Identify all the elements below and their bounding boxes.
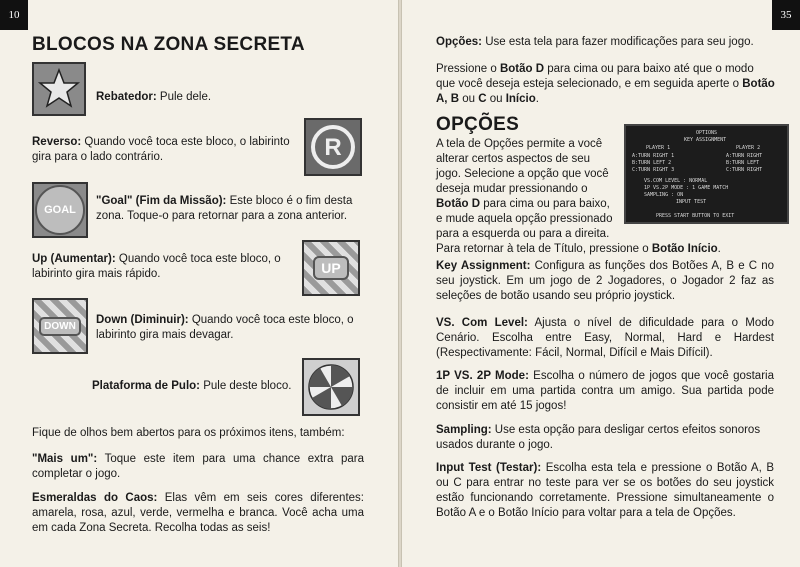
page-number: 35 [772,0,800,30]
intro-text: Fique de olhos bem abertos para os próximos itens, também: [32,427,345,439]
instructions [436,62,776,107]
screen-subtitle: KEY ASSIGNMENT [684,137,727,143]
text-span: ou [459,93,479,105]
left-page [0,0,398,567]
screen-row: C:TURN RIGHT [726,167,763,173]
screen-row: A:TURN RIGHT 1 [632,153,675,159]
bold-span: C [478,93,487,105]
page-number: 10 [0,0,28,30]
screen-p2: PLAYER 2 [736,145,761,151]
item-text: Configura as funções dos Botões A, B e C no seu joystick. Em um jogo de 2 Jogadores, o Jogador 2 faz as seleções de botão usando seu próprio joystick. [436,260,774,302]
screen-row: A:TURN RIGHT [726,153,763,159]
item-extra-life [32,452,364,482]
item-text: Pule deste bloco. [200,380,292,392]
item-input-test [436,461,774,521]
text-span: Pressione o [436,63,500,75]
options-screenshot [624,124,789,224]
item-up [32,252,298,282]
item-term: Sampling: [436,424,492,436]
item-text: Use esta tela para fazer modificações para seu jogo. [482,36,754,48]
bold-span: Botão D [436,198,481,210]
goal-label: GOAL [35,185,85,235]
item-term: Plataforma de Pulo: [92,380,200,392]
item-term: Down (Diminuir): [96,314,189,326]
item-text: Escolha o número de jogos que você gostaria de incluir em uma partida contra um amigo. Sua partida pode consistir em até 15 jogos! [436,370,774,412]
item-term: Key Assignment: [436,260,531,272]
item-reverse [32,135,294,165]
up-block-icon [302,240,360,296]
item-term: Opções: [436,36,483,48]
right-page [402,0,800,567]
goal-block-icon [32,182,88,238]
item-bumper [96,90,366,105]
item-1p-vs-2p [436,369,774,414]
item-term: "Goal" (Fim da Missão): [96,195,227,207]
screen-opt: INPUT TEST [676,199,707,205]
item-term: 1P VS. 2P Mode: [436,370,529,382]
screen-footer: PRESS START BUTTON TO EXIT [656,213,735,219]
item-text: Ajusta o nível de dificuldade para o Modo Cenário. Escolha entre Easy, Normal, Hard e Hardest (Respectivamente: Fácil, Normal, Difícil e Mais Difícil). [436,317,775,359]
item-term: Reverso: [32,136,82,148]
item-text: Toque este item para uma chance extra para completar o jogo. [32,453,365,480]
bold-span: Início [505,93,536,105]
item-text: Escolha esta tela e pressione o Botão A, B ou C para entrar no teste para ver se os botões do seu joystick estão funcionando corretamente. Pressione simultaneamente o Botão A e o Botão Início para voltar para a tela de Opções. [436,462,774,519]
screen-opt: 1P VS.2P MODE : 1 GAME MATCH [644,185,729,191]
text-span: . [717,243,721,255]
item-text: Quando você toca este bloco, o labirinto gira mais rápido. [32,253,281,280]
reverse-block-icon [304,118,362,176]
text-span: para cima ou para baixo, e mude aquela opção pressionado para a esquerda ou para a direita. Para retornar à tela de Título, pressione o [436,198,652,255]
up-label: UP [313,256,348,280]
item-chaos-emeralds [32,491,364,536]
down-label: DOWN [39,317,81,336]
bold-span: Botão Início [651,243,718,255]
item-down [96,313,366,343]
item-text: Use esta opção para desligar certos efeitos sonoros usados durante o jogo. [436,424,761,451]
item-term: VS. Com Level: [436,317,528,329]
bold-span: Botão D [499,63,545,75]
item-text: Este bloco é o fim desta zona. Toque-o para retornar para a zona anterior. [96,195,353,222]
item-goal [96,194,366,224]
text-span: . [535,93,539,105]
page-title: BLOCOS NA ZONA SECRETA [32,34,305,55]
item-term: Input Test (Testar): [436,462,542,474]
item-sampling [436,423,774,453]
screen-p1: PLAYER 1 [646,145,671,151]
item-jump-platform [92,379,302,394]
text-span: ou [486,93,506,105]
item-text: Quando você toca este bloco, o labirinto gira para o lado contrário. [32,136,290,163]
screen-opt: SAMPLING : ON [644,192,684,198]
screen-row: C:TURN RIGHT 3 [632,167,675,173]
item-key-assignment [436,259,774,304]
item-vs-com-level [436,316,774,361]
jump-platform-icon [302,358,360,416]
text-span: para cima ou para baixo até que o modo que você deseja esteja selecionado, e em seguida aperte o [436,63,754,90]
screen-title: OPTIONS [696,130,718,136]
svg-text:R: R [324,134,342,161]
bumper-block-icon [32,62,86,116]
options-lead [436,35,766,50]
text-span: A tela de Opções permite a você alterar certos aspectos de seu jogo. Selecione a opção que você deseja mudar pressionando o [436,138,609,195]
section-title: OPÇÕES [436,114,520,135]
item-term: "Mais um": [32,453,98,465]
down-block-icon [32,298,88,354]
item-term: Esmeraldas do Caos: [32,492,158,504]
screen-row: B:TURN LEFT 2 [632,160,672,166]
screen-opt: VS.COM LEVEL : NORMAL [644,178,708,184]
item-term: Rebatedor: [96,91,157,103]
item-text: Pule dele. [156,91,212,103]
screen-row: B:TURN LEFT [726,160,760,166]
bold-span: Botão A, B [436,78,775,105]
item-text: Elas vêm em seis cores diferentes: amarela, rosa, azul, verde, vermelha e branca. Você acha uma em cada Zona Secreta. Recolha todas as seis! [32,492,364,534]
item-term: Up (Aumentar): [32,253,116,265]
item-text: Quando você toca este bloco, o labirinto gira mais devagar. [96,314,354,341]
